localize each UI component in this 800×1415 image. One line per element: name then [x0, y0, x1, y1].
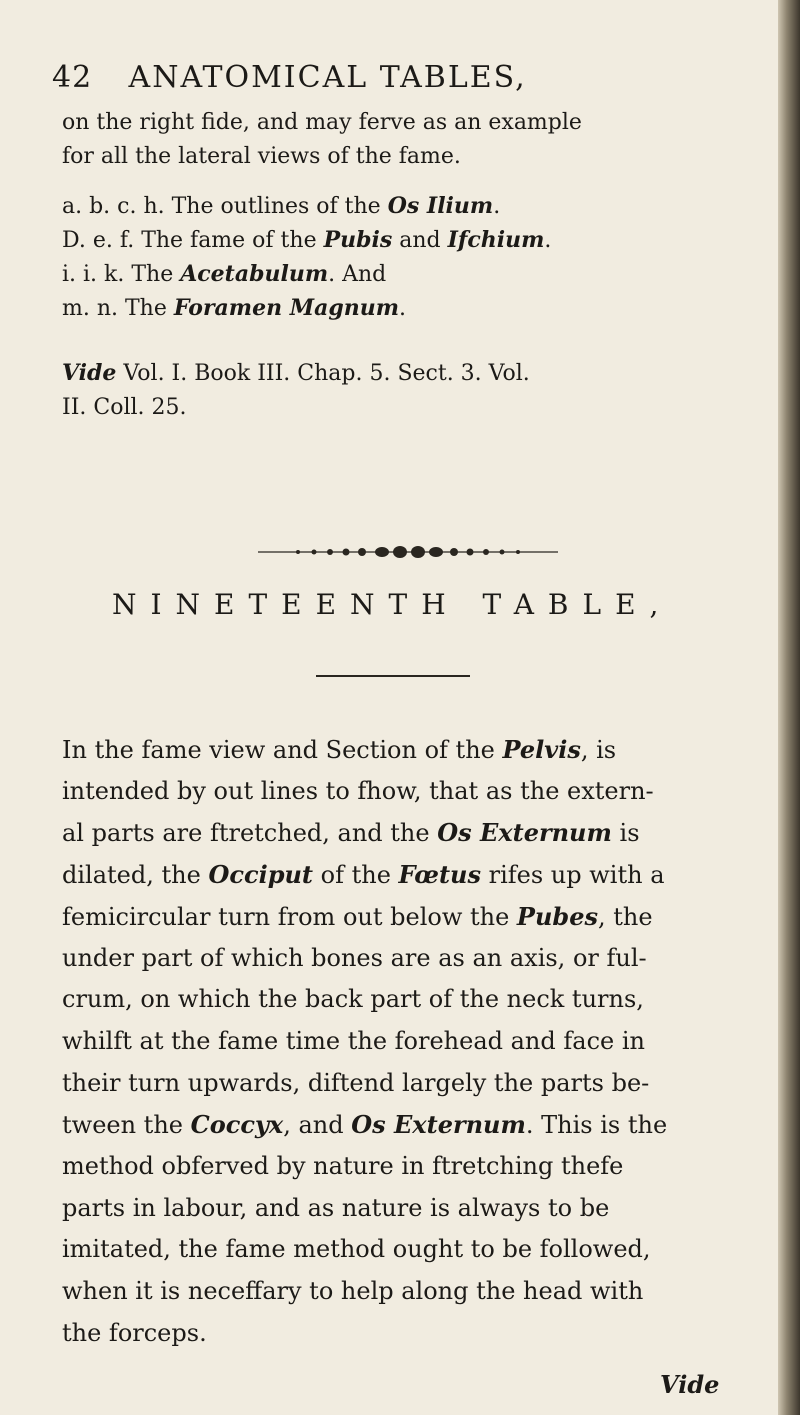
- reference-line-1: Vide Vol. I. Book III. Chap. 5. Sect. 3. Vol.: [62, 360, 530, 386]
- legend-item: m. n. The Foramen Magnum.: [62, 295, 406, 321]
- legend-item: a. b. c. h. The outlines of the Os Ilium.: [62, 193, 501, 219]
- intro-line-2: for all the lateral views of the fame.: [62, 144, 461, 169]
- body-line: method obferved by nature in ftretching thefe: [62, 1152, 624, 1180]
- body-line: femicircular turn from out below the Pubes, the: [62, 901, 653, 931]
- intro-line-1: on the right fide, and may ferve as an example: [62, 110, 582, 135]
- vide-word: Vide: [62, 360, 117, 386]
- heading-rule: [316, 675, 470, 677]
- legend-item: i. i. k. The Acetabulum. And: [62, 261, 387, 287]
- body-line: al parts are ftretched, and the Os Externum is: [62, 818, 640, 848]
- running-title: ANATOMICAL TABLES,: [128, 60, 527, 95]
- body-line: whilft at the fame time the forehead and face in: [62, 1026, 645, 1055]
- body-line: In the fame view and Section of the Pelvis, is: [62, 735, 617, 764]
- body-line: imitated, the fame method ought to be followed,: [62, 1235, 651, 1264]
- page-number: 42: [52, 60, 93, 95]
- body-line: dilated, the Occiput of the Fœtus rifes up with a: [62, 860, 665, 890]
- page-edge-shadow: [778, 0, 800, 1415]
- body-line: when it is neceffary to help along the head with: [62, 1277, 644, 1306]
- body-line: their turn upwards, diftend largely the parts be-: [62, 1068, 650, 1097]
- ornament-divider: [258, 544, 558, 560]
- body-line: tween the Coccyx, and Os Externum. This is the: [62, 1110, 668, 1140]
- body-line: intended by out lines to fhow, that as the extern-: [62, 776, 654, 805]
- legend-item: D. e. f. The fame of the Pubis and Ifchium.: [62, 227, 552, 253]
- reference-line-2: II. Coll. 25.: [62, 395, 187, 420]
- catchword: Vide: [660, 1370, 720, 1399]
- section-heading: NINETEENTH TABLE,: [112, 588, 673, 621]
- body-line: crum, on which the back part of the neck turns,: [62, 985, 644, 1014]
- body-line: parts in labour, and as nature is always to be: [62, 1193, 610, 1222]
- body-line: the forceps.: [62, 1318, 207, 1347]
- body-line: under part of which bones are as an axis, or ful-: [62, 943, 647, 972]
- running-header: [52, 60, 752, 95]
